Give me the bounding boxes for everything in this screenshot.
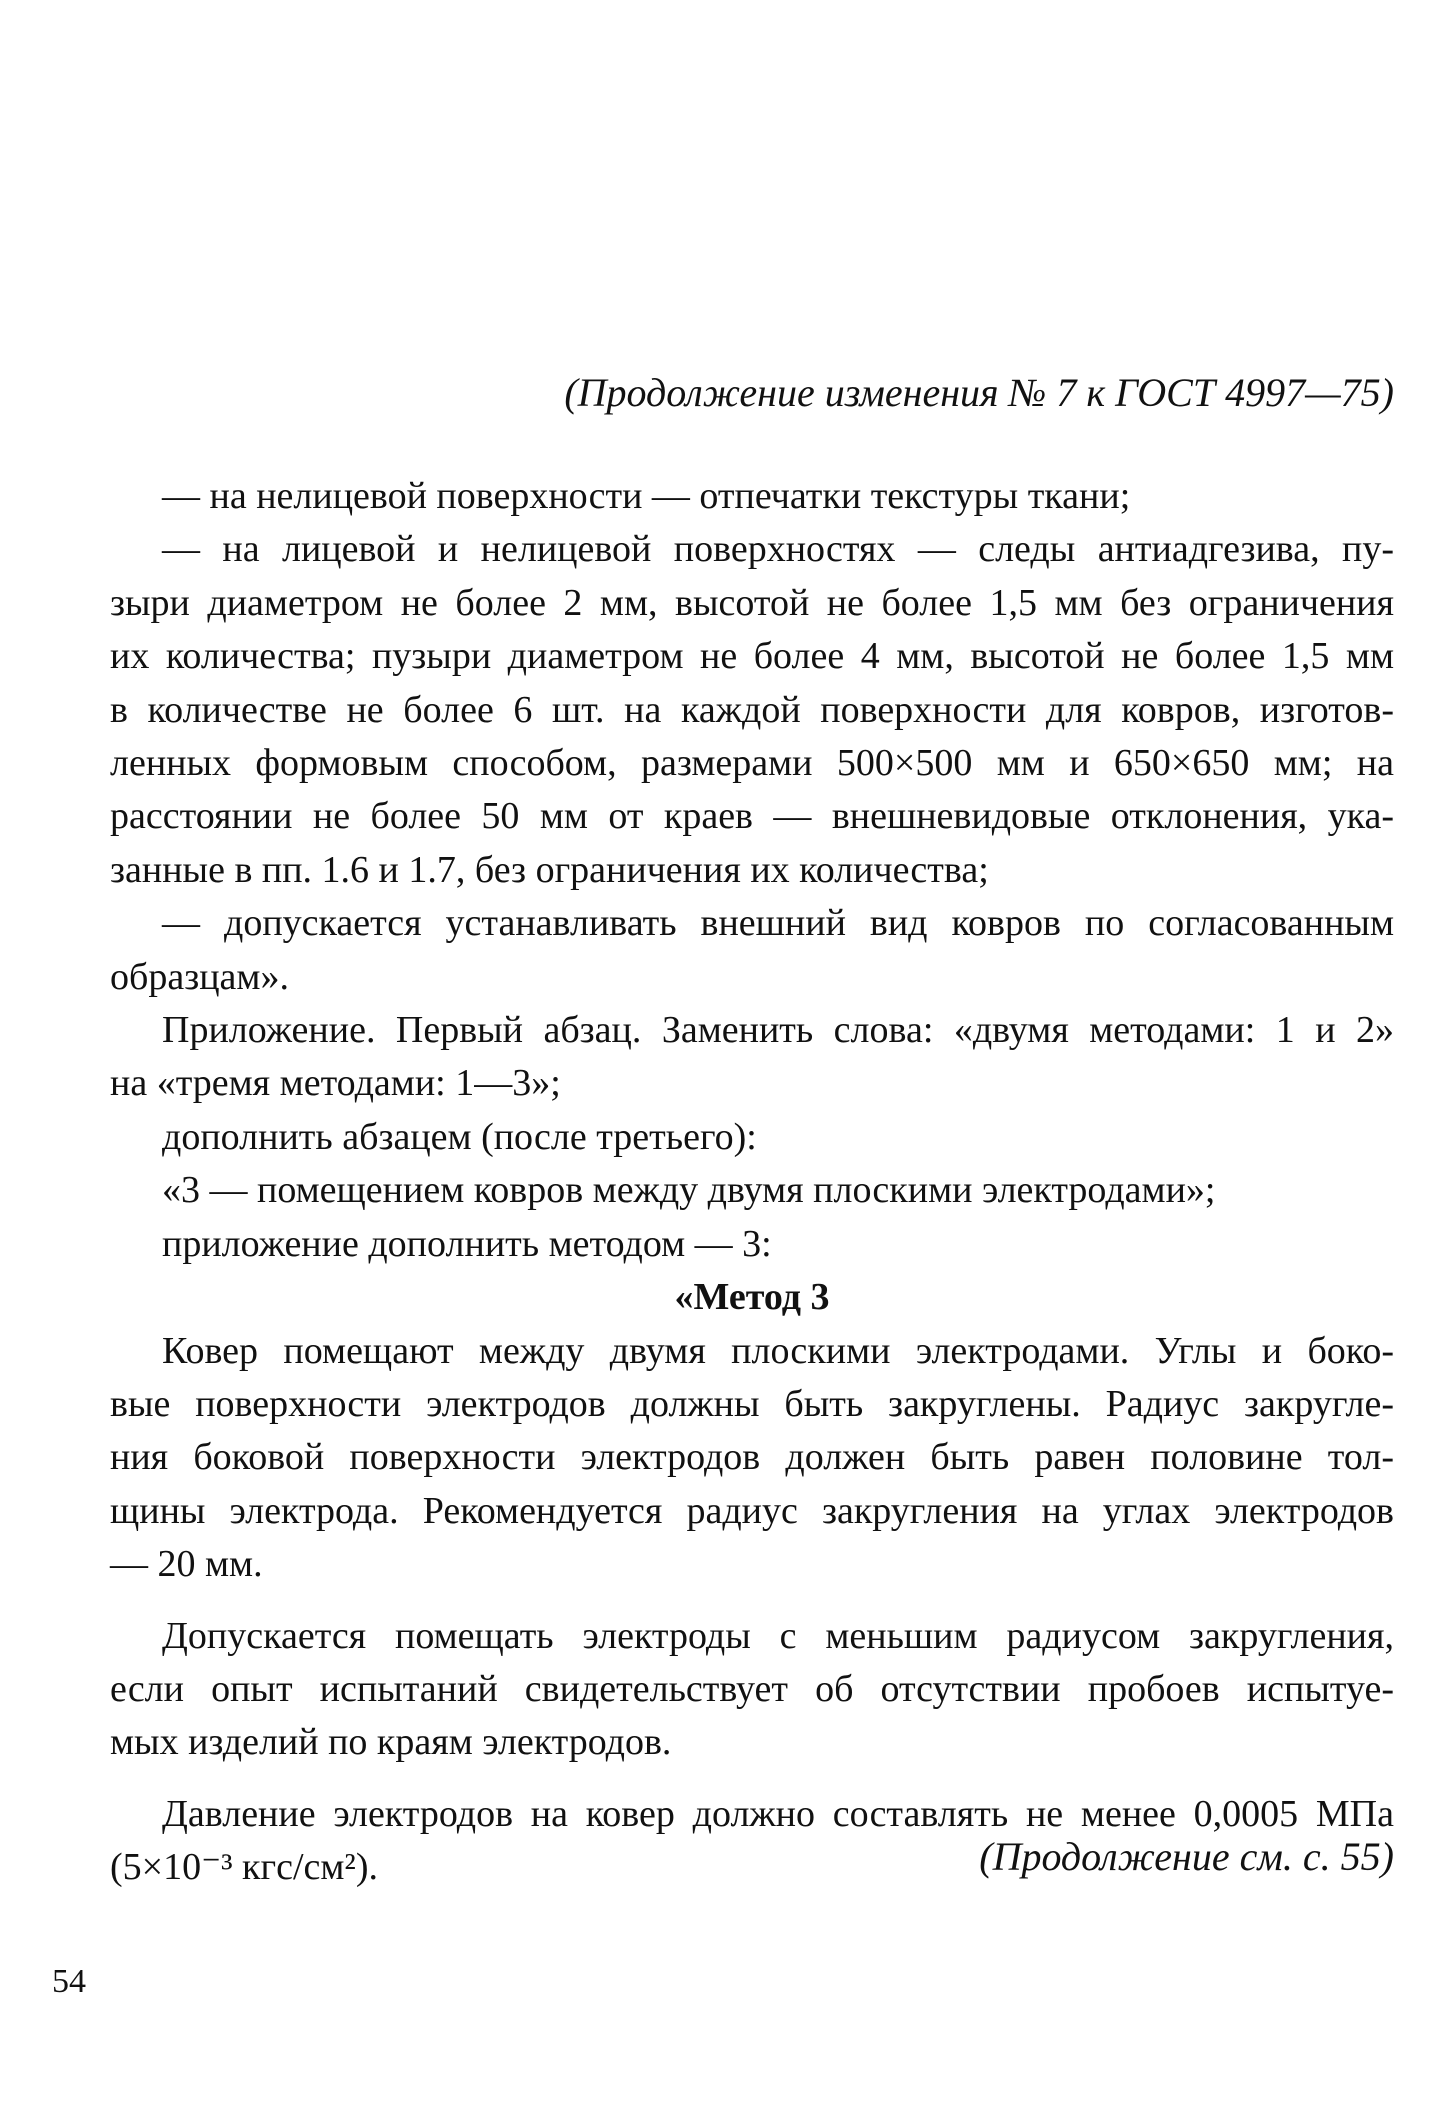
text-line: на «тремя методами: 1—3»;	[110, 1062, 561, 1105]
text-line: — 20 мм.	[110, 1543, 263, 1586]
text-line: мых изделий по краям электродов.	[110, 1721, 672, 1764]
text-line: приложение дополнить методом — 3:	[162, 1222, 772, 1265]
text-line: если опыт испытаний свидетельствует об отсутствии пробоев испытуе-	[110, 1667, 1394, 1710]
text-line: «3 — помещением ковров между двумя плоскими электродами»;	[162, 1169, 1216, 1212]
text-line: — на лицевой и нелицевой поверхностях — следы антиадгезива, пу-	[162, 528, 1394, 571]
text-line: их количества; пузыри диаметром не более 4 мм, высотой не более 1,5 мм	[110, 635, 1394, 678]
text-line: — на нелицевой поверхности — отпечатки текстуры ткани;	[162, 475, 1131, 517]
running-header: (Продолжение изменения № 7 к ГОСТ 4997—75)	[564, 370, 1394, 415]
text-line: — допускается устанавливать внешний вид ковров по согласованным	[162, 902, 1394, 945]
text-line: Ковер помещают между двумя плоскими электродами. Углы и боко-	[162, 1329, 1394, 1372]
text-line: Давление электродов на ковер должно составлять не менее 0,0005 МПа	[162, 1792, 1394, 1835]
continuation-note: (Продолжение см. с. 55)	[979, 1834, 1394, 1879]
text-line: в количестве не более 6 шт. на каждой поверхности для ковров, изготов-	[110, 688, 1394, 731]
text-line: ния боковой поверхности электродов должен быть равен половине тол-	[110, 1436, 1394, 1479]
text-line: щины электрода. Рекомендуется радиус закругления на углах электродов	[110, 1489, 1394, 1532]
text-line: ленных формовым способом, размерами 500×500 мм и 650×650 мм; на	[110, 742, 1394, 785]
text-line: (5×10⁻³ кгс/см²).	[110, 1846, 378, 1889]
paragraph-gap	[110, 1770, 1394, 1788]
text-line: дополнить абзацем (после третьего):	[162, 1115, 757, 1158]
text-line: вые поверхности электродов должны быть закруглены. Радиус закругле-	[110, 1382, 1394, 1425]
paragraph-gap	[110, 1592, 1394, 1610]
text-line: зыри диаметром не более 2 мм, высотой не более 1,5 мм без ограничения	[110, 581, 1394, 624]
text-line: образцам».	[110, 955, 289, 998]
text-line: Приложение. Первый абзац. Заменить слова: «двумя методами: 1 и 2»	[162, 1009, 1394, 1052]
text-line: расстоянии не более 50 мм от краев — внешневидовые отклонения, ука-	[110, 795, 1394, 838]
page-number: 54	[52, 1963, 86, 2000]
body-text	[110, 470, 1394, 1895]
section-heading: «Метод 3	[674, 1276, 830, 1319]
text-line: Допускается помещать электроды с меньшим радиусом закругления,	[162, 1614, 1394, 1657]
text-line: занные в пп. 1.6 и 1.7, без ограничения их количества;	[110, 848, 989, 891]
